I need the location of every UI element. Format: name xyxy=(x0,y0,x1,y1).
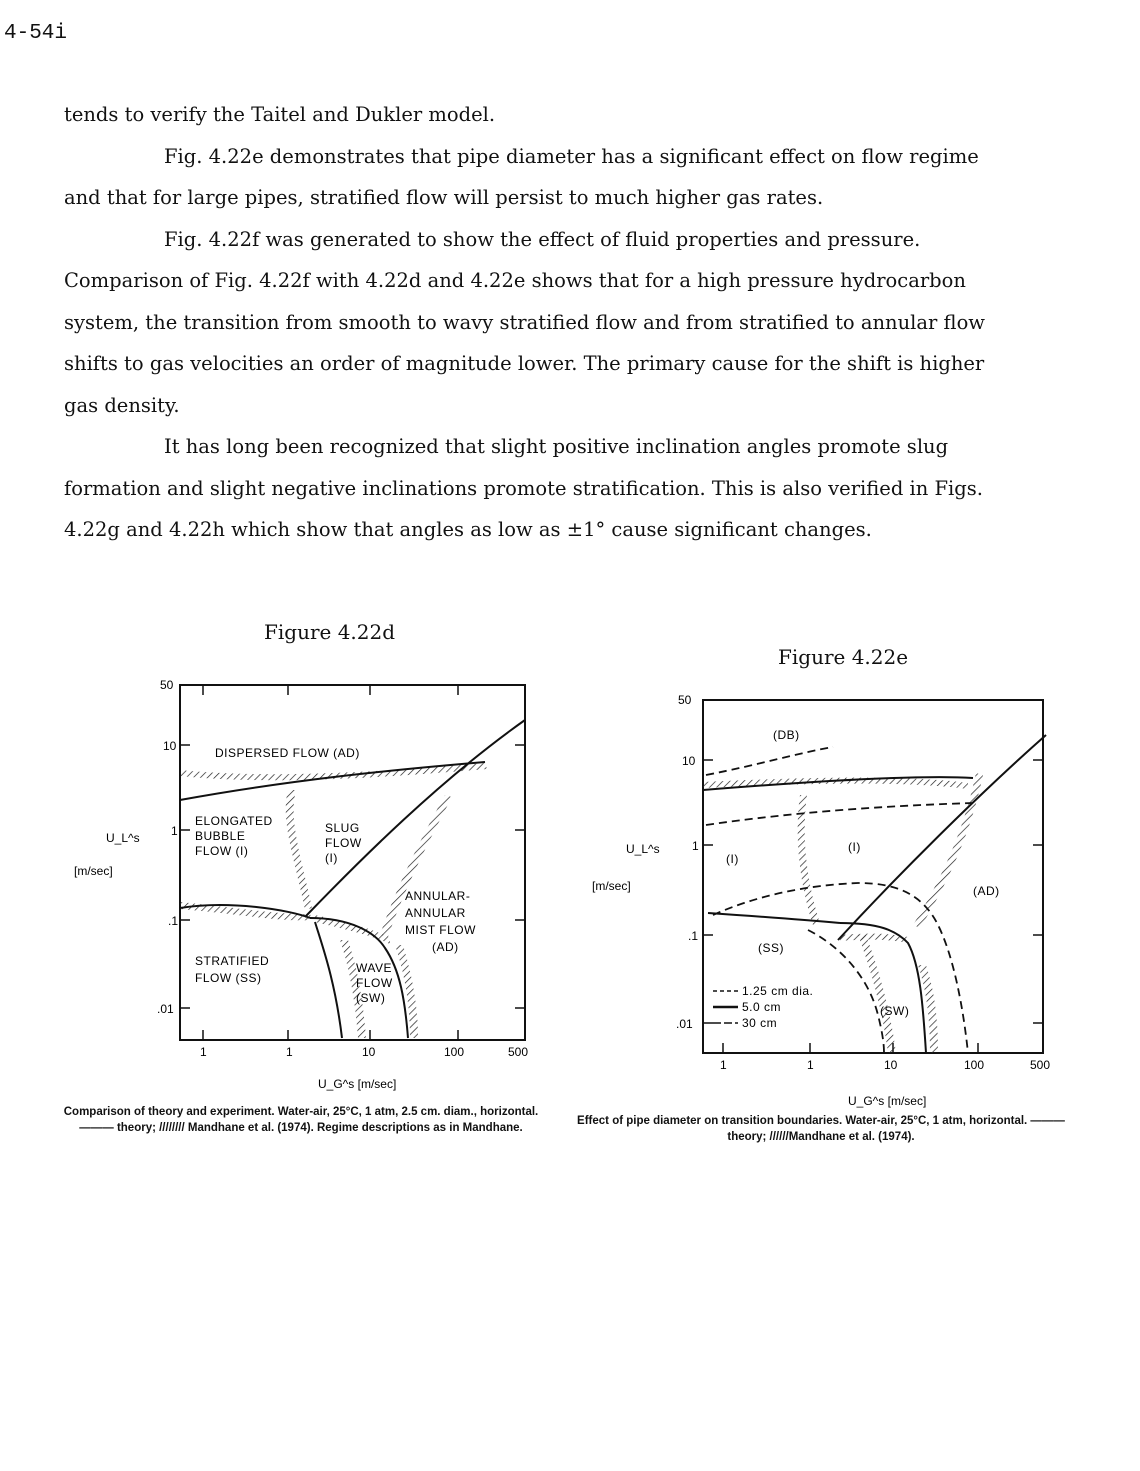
region-wave: WAVE xyxy=(356,961,393,975)
paragraph: Fig. 4.22e demonstrates that pipe diameter has a significant effect on flow regime and that for large pipes, stratified flow will persist to much higher gas rates. xyxy=(64,144,979,209)
y-tick: 10 xyxy=(163,739,177,753)
region-annular: ANNULAR xyxy=(405,906,466,920)
region-slug: SLUG xyxy=(325,821,360,835)
theory-line xyxy=(315,922,342,1038)
paragraph: It has long been recognized that slight positive inclination angles promote slug formation and slight negative inclinations promote stratification. This is also verified in Figs. 4.22g and 4.22h which show that angles as low as ±1° cause significant changes. xyxy=(64,435,983,541)
page-number: 4-54i xyxy=(4,22,68,45)
x-tick: 1 xyxy=(200,1045,207,1059)
region-i-left: (I) xyxy=(726,852,739,866)
x-axis-label: U_G^s [m/sec] xyxy=(848,1094,927,1108)
theory-30cm xyxy=(840,923,926,1053)
region-elongated: ELONGATED xyxy=(195,814,273,828)
region-elongated: FLOW (I) xyxy=(195,844,249,858)
theory-30cm xyxy=(708,913,840,923)
legend-item: 30 cm xyxy=(742,1016,778,1030)
region-stratified: STRATIFIED xyxy=(195,954,270,968)
region-wave: FLOW xyxy=(356,976,393,990)
figure-e-caption: Effect of pipe diameter on transition boundaries. Water-air, 25°C, 1 atm, horizontal. ——— theory; //////Mandhane et al. (1974). xyxy=(577,1115,1065,1143)
region-dispersed: DISPERSED FLOW (AD) xyxy=(215,746,360,760)
theory-30cm xyxy=(838,735,1046,940)
region-annular: ANNULAR- xyxy=(405,889,471,903)
theory-dashed xyxy=(706,803,973,825)
region-db: (DB) xyxy=(773,728,800,742)
x-tick: 500 xyxy=(508,1045,529,1059)
legend-item: 1.25 cm dia. xyxy=(742,984,814,998)
theory-dashed xyxy=(706,747,833,775)
y-tick: 50 xyxy=(678,693,692,707)
y-tick: 1 xyxy=(692,839,699,853)
y-axis-unit: [m/sec] xyxy=(592,879,631,893)
figure-d-title: Figure 4.22d xyxy=(264,620,396,644)
figure-d-caption: Comparison of theory and experiment. Water-air, 25°C, 1 atm, 2.5 cm. diam., horizontal. ——— theory; //////// Mandhane et al. (1974). Regime descriptions as in Mandhane. xyxy=(63,1106,539,1134)
hatch-band xyxy=(286,790,312,910)
x-tick: 1 xyxy=(807,1058,814,1072)
region-sw: (SW) xyxy=(880,1004,910,1018)
region-ad: (AD) xyxy=(973,884,1000,898)
x-tick: 1 xyxy=(720,1058,727,1072)
hatch-band xyxy=(798,795,820,925)
region-slug: (I) xyxy=(325,851,338,865)
y-axis-unit: [m/sec] xyxy=(74,864,113,878)
x-tick: 100 xyxy=(444,1045,465,1059)
legend xyxy=(713,984,813,1030)
region-i-right: (I) xyxy=(848,840,861,854)
x-axis-label: U_G^s [m/sec] xyxy=(318,1077,397,1091)
hatch-band xyxy=(858,935,896,1053)
y-axis-label: U_L^s xyxy=(626,842,660,856)
legend-item: 5.0 cm xyxy=(742,1000,782,1014)
x-tick: 100 xyxy=(964,1058,985,1072)
y-tick: 50 xyxy=(160,678,174,692)
y-axis-label: U_L^s xyxy=(106,831,140,845)
theory-dashed xyxy=(808,930,884,1053)
y-tick: 10 xyxy=(682,754,696,768)
paragraph: tends to verify the Taitel and Dukler model. xyxy=(64,103,496,126)
x-tick: 500 xyxy=(1030,1058,1051,1072)
x-tick: 10 xyxy=(362,1045,376,1059)
region-stratified: FLOW (SS) xyxy=(195,971,262,985)
x-tick: 1 xyxy=(286,1045,293,1059)
figure-d-chart xyxy=(60,670,550,1100)
y-tick: 1 xyxy=(171,824,178,838)
figure-e-chart xyxy=(578,685,1068,1115)
y-tick: .01 xyxy=(157,1002,174,1016)
region-annular: (AD) xyxy=(432,940,459,954)
paragraph: Fig. 4.22f was generated to show the effect of fluid properties and pressure. Comparison of Fig. 4.22f with 4.22d and 4.22e shows that for a high pressure hydrocarbon system, the transition from smooth to wavy stratified flow and from stratified to annular flow shifts to gas velocities an order of magnitude lower. The primary cause for the shift is higher gas density. xyxy=(64,227,985,417)
region-wave: (SW) xyxy=(356,991,386,1005)
x-tick: 10 xyxy=(884,1058,898,1072)
y-tick: .01 xyxy=(676,1017,693,1031)
body-text xyxy=(64,94,1004,551)
region-elongated: BUBBLE xyxy=(195,829,246,843)
hatch-band xyxy=(918,965,938,1053)
region-slug: FLOW xyxy=(325,836,362,850)
y-tick: .1 xyxy=(688,929,699,943)
figure-e-title: Figure 4.22e xyxy=(778,645,909,669)
region-annular: MIST FLOW xyxy=(405,923,476,937)
region-ss: (SS) xyxy=(758,941,784,955)
y-tick: .1 xyxy=(168,914,179,928)
